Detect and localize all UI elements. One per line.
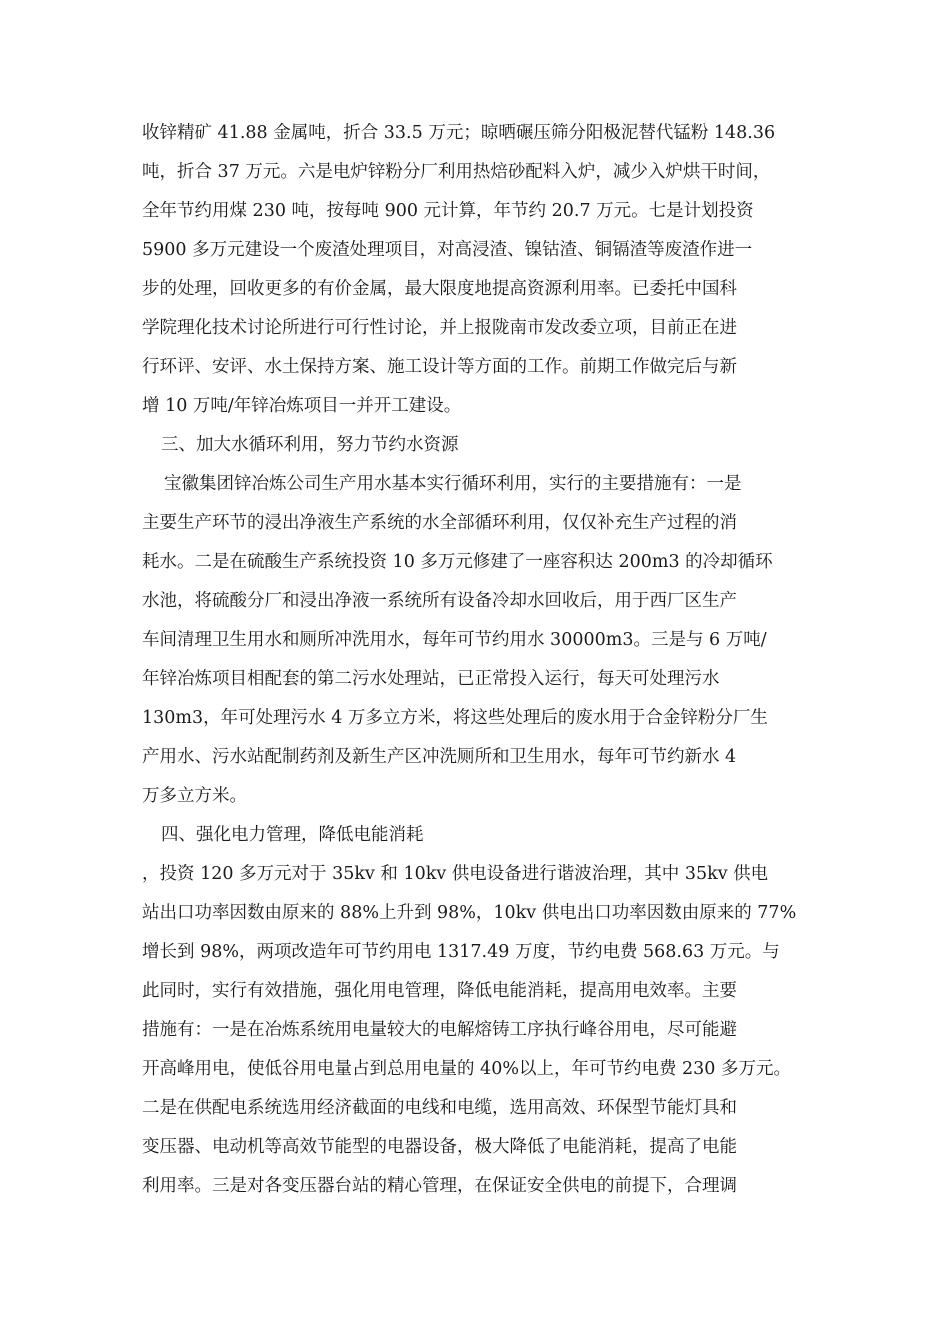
text-line: 学院理化技术讨论所进行可行性讨论，并上报陇南市发改委立项，目前正在进 [142,318,737,338]
text-line: 利用率。三是对各变压器台站的精心管理，在保证安全供电的前提下，合理调 [142,1176,737,1196]
text-line: 耗水。二是在硫酸生产系统投资 10 多万元修建了一座容积达 200m3 的冷却循环 [142,552,773,572]
text-line: 增 10 万吨/年锌冶炼项目一并开工建设。 [142,396,462,416]
text-line: 二是在供配电系统选用经济截面的电线和电缆，选用高效、环保型节能灯具和 [142,1098,737,1118]
text-line: 130m3，年可处理污水 4 万多立方米，将这些处理后的废水用于合金锌粉分厂生 [142,708,768,728]
text-line: 万多立方米。 [142,786,247,806]
text-line: 变压器、电动机等高效节能型的电器设备，极大降低了电能消耗，提高了电能 [142,1137,737,1157]
text-line: 步的处理，回收更多的有价金属，最大限度地提高资源利用率。已委托中国科 [142,279,737,299]
text-line: 产用水、污水站配制药剂及新生产区冲洗厕所和卫生用水，每年可节约新水 4 [142,747,737,767]
text-line: 宝徽集团锌冶炼公司生产用水基本实行循环利用，实行的主要措施有：一是 [164,474,742,494]
text-line: 年锌冶炼项目相配套的第二污水处理站，已正常投入运行，每天可处理污水 [142,669,720,689]
text-line: 水池，将硫酸分厂和浸出净液一系统所有设备冷却水回收后，用于西厂区生产 [142,591,737,611]
text-line: 此同时，实行有效措施，强化用电管理，降低电能消耗，提高用电效率。主要 [142,981,737,1001]
text-line: 措施有：一是在冶炼系统用电量较大的电解熔铸工序执行峰谷用电，尽可能避 [142,1020,737,1040]
text-line: 站出口功率因数由原来的 88%上升到 98%，10kv 供电出口功率因数由原来的 77% [142,903,797,923]
text-line: 全年节约用煤 230 吨，按每吨 900 元计算，年节约 20.7 万元。七是计划投资 [142,201,754,221]
section-heading: 三、加大水循环利用，努力节约水资源 [161,435,459,455]
text-line: 开高峰用电，使低谷用电量占到总用电量的 40%以上，年可节约电费 230 多万元。 [142,1059,791,1079]
text-line: 车间清理卫生用水和厕所冲洗用水，每年可节约用水 30000m3。三是与 6 万吨/ [142,630,767,650]
section-heading: 四、强化电力管理，降低电能消耗 [161,825,424,845]
text-line: ，投资 120 多万元对于 35kv 和 10kv 供电设备进行谐波治理，其中 35kv 供电 [142,864,769,884]
text-line: 增长到 98%，两项改造年可节约用电 1317.49 万度，节约电费 568.63 万元。与 [142,942,780,962]
text-line: 收锌精矿 41.88 金属吨，折合 33.5 万元；晾晒碾压筛分阳极泥替代锰粉 148.36 [142,123,776,143]
text-line: 行环评、安评、水土保持方案、施工设计等方面的工作。前期工作做完后与新 [142,357,737,377]
text-line: 主要生产环节的浸出净液生产系统的水全部循环利用，仅仅补充生产过程的消 [142,513,737,533]
text-line: 5900 多万元建设一个废渣处理项目，对高浸渣、镍钴渣、铜镉渣等废渣作进一 [142,240,753,260]
text-line: 吨，折合 37 万元。六是电炉锌粉分厂利用热焙砂配料入炉，减少入炉烘干时间， [142,162,771,182]
